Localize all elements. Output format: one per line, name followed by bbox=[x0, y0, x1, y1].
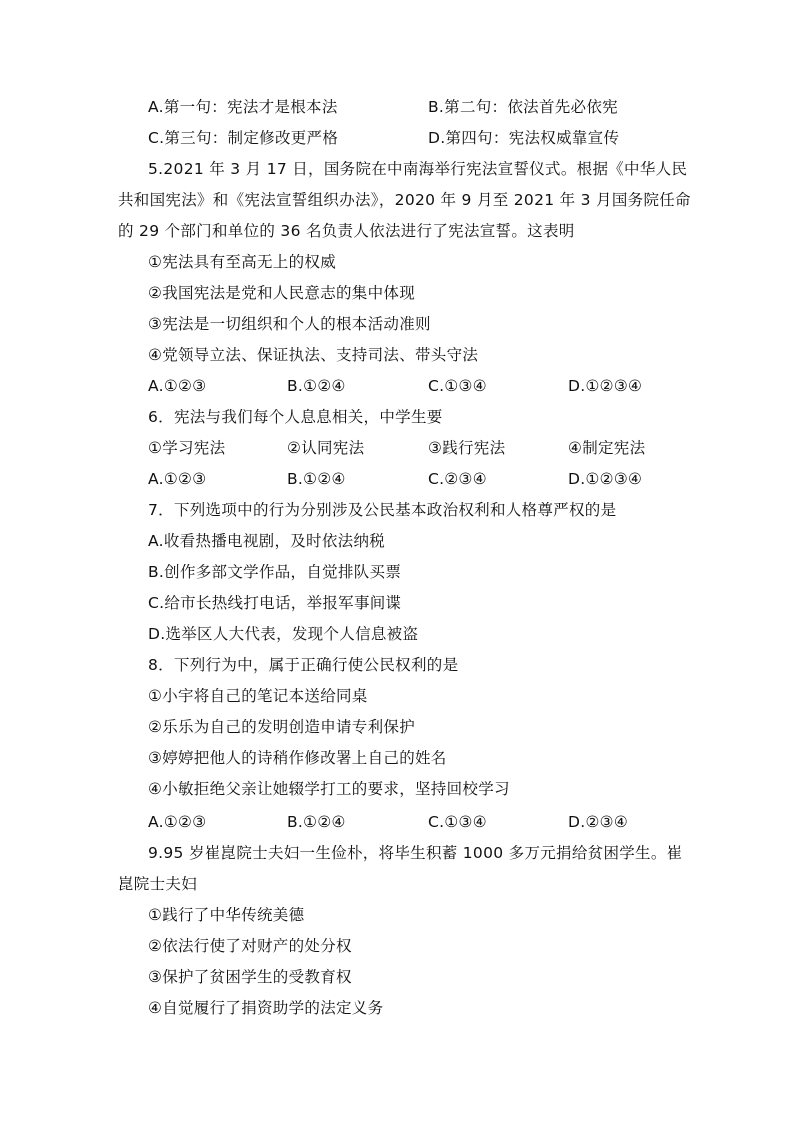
q7-option-d: D.选举区人大代表，发现个人信息被盗 bbox=[148, 625, 419, 643]
q6-item-4: ④制定宪法 bbox=[568, 439, 646, 457]
q4-option-d: D.第四句：宪法权威靠宣传 bbox=[428, 129, 620, 147]
q9-stem-line2: 崑院士夫妇 bbox=[118, 875, 198, 893]
q8-item-3: ③婷婷把他人的诗稍作修改署上自己的姓名 bbox=[148, 749, 447, 767]
q7-option-c: C.给市长热线打电话，举报军事间谍 bbox=[148, 594, 402, 612]
q7-option-b: B.创作多部文学作品，自觉排队买票 bbox=[148, 563, 402, 581]
q7-option-a: A.收看热播电视剧，及时依法纳税 bbox=[148, 532, 386, 550]
q8-option-b: B.①②④ bbox=[287, 813, 346, 831]
q5-stem-line3: 的 29 个部门和单位的 36 名负责人依法进行了宪法宣誓。这表明 bbox=[118, 222, 575, 240]
q8-option-c: C.①③④ bbox=[428, 813, 487, 831]
q6-option-c: C.②③④ bbox=[428, 470, 487, 488]
q9-item-4: ④自觉履行了捐资助学的法定义务 bbox=[148, 999, 384, 1017]
q9-item-1: ①践行了中华传统美德 bbox=[148, 906, 305, 924]
q6-option-b: B.①②④ bbox=[287, 470, 346, 488]
q7-stem: 7．下列选项中的行为分别涉及公民基本政治权利和人格尊严权的是 bbox=[148, 501, 617, 519]
q5-option-c: C.①③④ bbox=[428, 377, 487, 395]
q5-option-a: A.①②③ bbox=[148, 377, 207, 395]
q5-stem-line2: 共和国宪法》和《宪法宣誓组织办法》，2020 年 9 月至 2021 年 3 月国务院任命 bbox=[118, 191, 691, 209]
q5-stem-line1: 5.2021 年 3 月 17 日，国务院在中南海举行宪法宣誓仪式。根据《中华人民 bbox=[148, 160, 688, 178]
q8-stem: 8．下列行为中，属于正确行使公民权利的是 bbox=[148, 656, 459, 674]
q6-item-3: ③践行宪法 bbox=[428, 439, 506, 457]
q8-option-a: A.①②③ bbox=[148, 813, 207, 831]
q5-option-b: B.①②④ bbox=[287, 377, 346, 395]
q5-item-2: ②我国宪法是党和人民意志的集中体现 bbox=[148, 284, 415, 302]
q9-stem-line1: 9.95 岁崔崑院士夫妇一生俭朴，将毕生积蓄 1000 多万元捐给贫困学生。崔 bbox=[148, 844, 683, 862]
q9-item-2: ②依法行使了对财产的处分权 bbox=[148, 937, 352, 955]
q5-option-d: D.①②③④ bbox=[568, 377, 643, 395]
q6-item-1: ①学习宪法 bbox=[148, 439, 226, 457]
q8-item-2: ②乐乐为自己的发明创造申请专利保护 bbox=[148, 718, 415, 736]
q5-item-1: ①宪法具有至高无上的权威 bbox=[148, 253, 336, 271]
q6-item-2: ②认同宪法 bbox=[287, 439, 365, 457]
q8-option-d: D.②③④ bbox=[568, 813, 629, 831]
q6-stem: 6．宪法与我们每个人息息相关，中学生要 bbox=[148, 408, 443, 426]
q6-option-a: A.①②③ bbox=[148, 470, 207, 488]
q4-option-b: B.第二句：依法首先必依宪 bbox=[428, 98, 618, 116]
q6-option-d: D.①②③④ bbox=[568, 470, 643, 488]
q9-item-3: ③保护了贫困学生的受教育权 bbox=[148, 968, 352, 986]
q4-option-a: A.第一句：宪法才是根本法 bbox=[148, 98, 338, 116]
q5-item-4: ④党领导立法、保证执法、支持司法、带头守法 bbox=[148, 346, 479, 364]
q4-option-c: C.第三句：制定修改更严格 bbox=[148, 129, 339, 147]
q8-item-1: ①小宇将自己的笔记本送给同桌 bbox=[148, 687, 368, 705]
q8-item-4: ④小敏拒绝父亲让她辍学打工的要求，坚持回校学习 bbox=[148, 780, 510, 798]
q5-item-3: ③宪法是一切组织和个人的根本活动准则 bbox=[148, 315, 431, 333]
